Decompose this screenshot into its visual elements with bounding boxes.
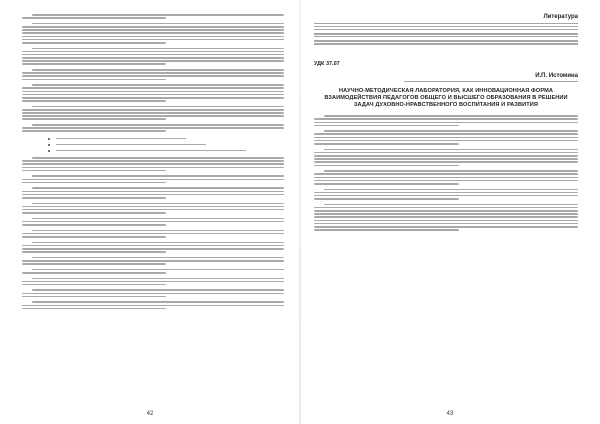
left-page-body-top [22, 14, 284, 132]
bullet-item [48, 136, 284, 141]
paragraph [22, 289, 284, 297]
illegible-text-line [314, 125, 459, 127]
reference-entry [314, 40, 578, 44]
illegible-text-line [314, 155, 578, 157]
illegible-text-line [22, 63, 166, 65]
paragraph [22, 269, 284, 274]
illegible-text-line [314, 43, 578, 44]
illegible-text-line [22, 170, 166, 172]
illegible-text-line [314, 223, 578, 225]
reference-entry [314, 23, 578, 30]
illegible-text-line [32, 269, 284, 271]
illegible-text-line [314, 122, 578, 124]
illegible-text-line [314, 173, 578, 175]
paragraph [22, 230, 284, 238]
illegible-text-line [32, 257, 284, 259]
illegible-text-line [314, 161, 578, 163]
illegible-text-line [314, 210, 578, 212]
illegible-text-line [314, 213, 578, 215]
illegible-text-line [32, 14, 284, 16]
page-number-left: 42 [146, 411, 154, 417]
illegible-text-line [32, 124, 284, 126]
illegible-text-line [22, 209, 284, 211]
left-page-body-bottom [22, 157, 284, 309]
illegible-text-line [22, 179, 284, 181]
illegible-text-line [22, 293, 284, 295]
illegible-text-line [22, 224, 166, 226]
illegible-text-line [22, 42, 166, 44]
illegible-text-line [32, 69, 284, 71]
illegible-text-line [22, 118, 166, 120]
illegible-text-line [314, 33, 578, 34]
illegible-text-line [22, 109, 284, 111]
paragraph [22, 84, 284, 102]
illegible-text-line [22, 251, 166, 253]
illegible-text-line [22, 100, 166, 102]
paragraph [22, 242, 284, 253]
paragraph [22, 14, 284, 19]
illegible-text-line [22, 281, 284, 283]
illegible-text-line [314, 118, 578, 120]
illegible-text-line [32, 48, 284, 50]
illegible-text-line [22, 197, 166, 199]
reference-entry [314, 33, 578, 37]
illegible-text-line [314, 29, 578, 30]
illegible-text-line [22, 305, 284, 307]
right-page-body [314, 115, 578, 231]
illegible-text-line [22, 127, 284, 129]
illegible-text-line [314, 152, 578, 154]
illegible-text-line [22, 296, 166, 298]
illegible-text-line [32, 301, 284, 303]
paragraph [314, 149, 578, 167]
illegible-text-line [22, 206, 284, 208]
illegible-text-line [314, 158, 578, 160]
illegible-text-line [32, 218, 284, 220]
illegible-text-line [314, 23, 578, 24]
illegible-text-line [314, 220, 578, 222]
illegible-text-line [324, 189, 578, 191]
references-heading: Литература [543, 14, 578, 20]
bullet-item [48, 142, 284, 147]
paragraph [22, 48, 284, 66]
illegible-text-line [22, 233, 284, 235]
illegible-text-line [32, 187, 284, 189]
illegible-text-line [314, 140, 578, 142]
illegible-text-line [22, 115, 284, 117]
illegible-text-line [22, 36, 284, 38]
illegible-text-line [22, 54, 284, 56]
illegible-text-line [22, 112, 284, 114]
illegible-text-line [56, 144, 206, 146]
paragraph [22, 106, 284, 120]
bullet-dot-icon [48, 150, 50, 152]
illegible-text-line [314, 40, 578, 41]
illegible-text-line [22, 87, 284, 89]
illegible-text-line [314, 165, 459, 167]
illegible-text-line [314, 198, 459, 200]
illegible-text-line [22, 260, 284, 262]
illegible-text-line [32, 84, 284, 86]
illegible-text-line [314, 229, 459, 231]
illegible-text-line [314, 183, 459, 185]
illegible-text-line [22, 221, 284, 223]
illegible-text-line [314, 143, 459, 145]
author-affiliation [404, 81, 578, 82]
illegible-text-line [314, 133, 578, 135]
illegible-text-line [22, 284, 166, 286]
paragraph [22, 278, 284, 286]
illegible-text-line [314, 207, 578, 209]
illegible-text-line [314, 36, 578, 37]
illegible-text-line [324, 170, 578, 172]
illegible-text-line [314, 195, 578, 197]
bullet-dot-icon [48, 144, 50, 146]
illegible-text-line [22, 39, 284, 41]
illegible-text-line [32, 278, 284, 280]
illegible-text-line [22, 167, 284, 169]
illegible-text-line [314, 180, 578, 182]
references-list [314, 23, 578, 45]
illegible-text-line [324, 149, 578, 151]
paragraph [314, 189, 578, 200]
paragraph [314, 115, 578, 126]
illegible-text-line [32, 289, 284, 291]
illegible-text-line [32, 157, 284, 159]
article-author: И.П. Истомина [535, 72, 578, 79]
paragraph [22, 257, 284, 265]
illegible-text-line [32, 242, 284, 244]
page-number-right: 43 [446, 411, 454, 417]
illegible-text-line [314, 216, 578, 218]
bullet-dot-icon [48, 138, 50, 140]
illegible-text-line [22, 51, 284, 53]
paragraph [22, 124, 284, 132]
illegible-text-line [32, 203, 284, 205]
bullet-list [22, 136, 284, 153]
udc-code: УДК 37.07 [314, 60, 340, 67]
article-title: НАУЧНО-МЕТОДИЧЕСКАЯ ЛАБОРАТОРИЯ, КАК ИННОВАЦИОННАЯ ФОРМА ВЗАИМОДЕЙСТВИЯ ПЕДАГОГОВ ОБЩЕГО И ВЫСШЕГО ОБРАЗОВАНИЯ В РЕШЕНИИ ЗАДАЧ ДУХОВНО-НРАВСТВЕННОГО ВОСПИТАНИЯ И РАЗВИТИЯ [324, 88, 568, 109]
illegible-text-line [22, 91, 284, 93]
illegible-text-line [56, 150, 246, 152]
illegible-text-line [22, 75, 284, 77]
paragraph [22, 203, 284, 214]
right-page [300, 0, 600, 424]
paragraph [314, 170, 578, 184]
illegible-text-line [22, 97, 284, 99]
illegible-text-line [22, 29, 284, 31]
illegible-text-line [56, 138, 186, 140]
illegible-text-line [32, 23, 284, 25]
illegible-text-line [22, 32, 284, 34]
paragraph [22, 23, 284, 44]
illegible-text-line [32, 230, 284, 232]
illegible-text-line [22, 191, 284, 193]
paragraph [314, 130, 578, 144]
illegible-text-line [314, 137, 578, 139]
illegible-text-line [32, 175, 284, 177]
bullet-item [48, 148, 284, 153]
illegible-text-line [22, 245, 284, 247]
illegible-text-line [22, 236, 166, 238]
paragraph [22, 218, 284, 226]
illegible-text-line [22, 263, 166, 265]
illegible-text-line [314, 192, 578, 194]
paragraph [22, 175, 284, 183]
illegible-text-line [32, 106, 284, 108]
illegible-text-line [324, 204, 578, 206]
illegible-text-line [22, 182, 166, 184]
illegible-text-line [22, 17, 166, 19]
illegible-text-line [324, 130, 578, 132]
paragraph [22, 301, 284, 309]
illegible-text-line [22, 212, 166, 214]
paragraph [22, 187, 284, 198]
paragraph [22, 69, 284, 80]
illegible-text-line [22, 79, 166, 81]
illegible-text-line [22, 26, 284, 28]
illegible-text-line [22, 163, 284, 165]
illegible-text-line [324, 115, 578, 117]
illegible-text-line [22, 72, 284, 74]
illegible-text-line [314, 226, 578, 228]
illegible-text-line [22, 160, 284, 162]
illegible-text-line [22, 94, 284, 96]
illegible-text-line [314, 26, 578, 27]
illegible-text-line [22, 272, 166, 274]
illegible-text-line [314, 177, 578, 179]
illegible-text-line [22, 130, 166, 132]
illegible-text-line [22, 60, 284, 62]
illegible-text-line [22, 248, 284, 250]
illegible-text-line [22, 194, 284, 196]
illegible-text-line [22, 308, 166, 310]
paragraph [314, 204, 578, 231]
paragraph [22, 157, 284, 171]
illegible-text-line [22, 57, 284, 59]
